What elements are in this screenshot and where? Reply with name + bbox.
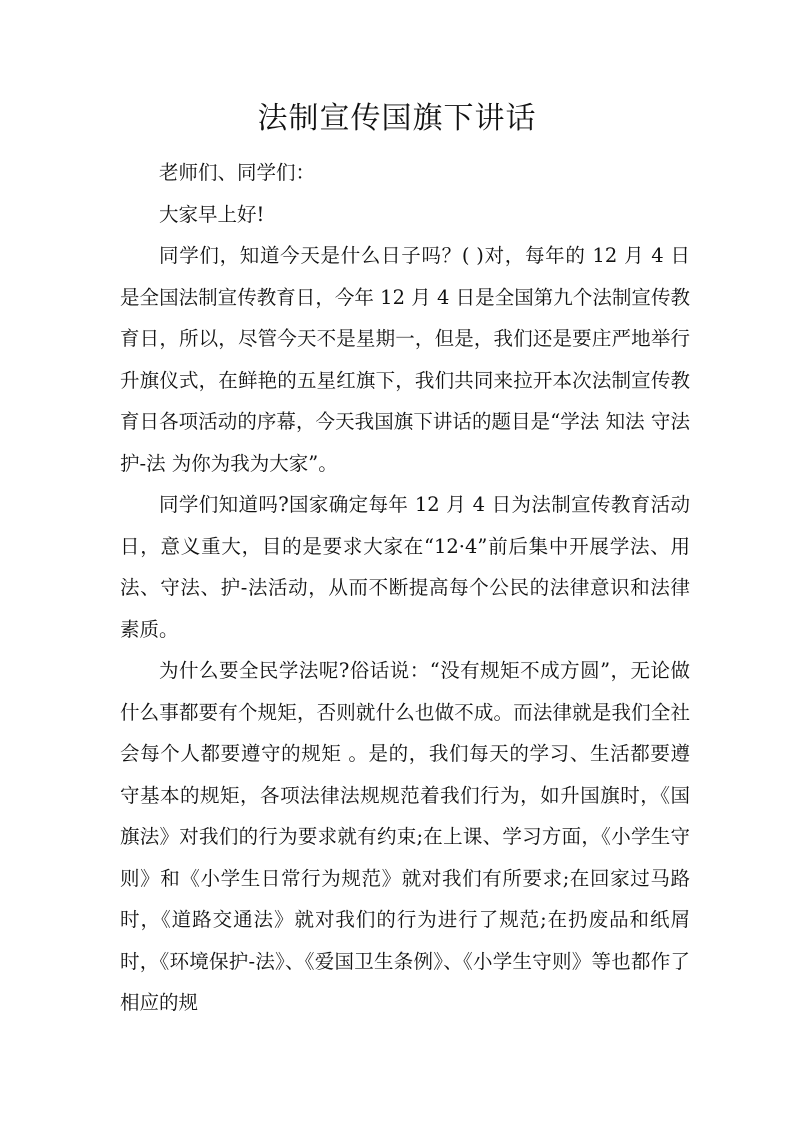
paragraph-purpose: 同学们知道吗?国家确定每年 12 月 4 日为法制宣传教育活动日，意义重大，目的是要求大家在“12·4”前后集中开展学法、用法、守法、护-法活动，从而不断提高每个公民的法律意识和法律素质。 — [120, 493, 690, 641]
paragraph-intro: 同学们，知道今天是什么日子吗？( )对，每年的 12 月 4 日是全国法制宣传教育日，今年 12 月 4 日是全国第九个法制宣传教育日，所以，尽管今天不是星期一，但是，我们还是要庄严地举行升旗仪式，在鲜艳的五星红旗下，我们共同来拉开本次法制宣传教育日各项活动的序幕，今天我国旗下讲话的题目是“学法 知法 守法 护-法 为你为我为大家”。 — [120, 244, 690, 475]
salutation: 老师们、同学们： — [159, 161, 316, 184]
greeting: 大家早上好! — [159, 202, 265, 226]
paragraph-why-learn-law: 为什么要全民学法呢?俗话说：“没有规矩不成方圆”，无论做什么事都要有个规矩，否则就什么也做不成。而法律就是我们全社会每个人都要遵守的规矩 。是的，我们每天的学习、生活都要遵守基本的规矩，各项法律法规规范着我们行为，如升国旗时，《国旗法》对我们的行为要求就有约束;在上课、学习方面，《小学生守则》和《小学生日常行为规范》就对我们有所要求;在回家过马路时，《道路交通法》就对我们的行为进行了规范;在扔废品和纸屑时，《环境保护-法》、《爱国卫生条例》、《小学生守则》等也都作了相应的规 — [120, 659, 690, 1014]
document-title: 法制宣传国旗下讲话 — [257, 101, 537, 136]
document-body — [120, 152, 690, 1024]
